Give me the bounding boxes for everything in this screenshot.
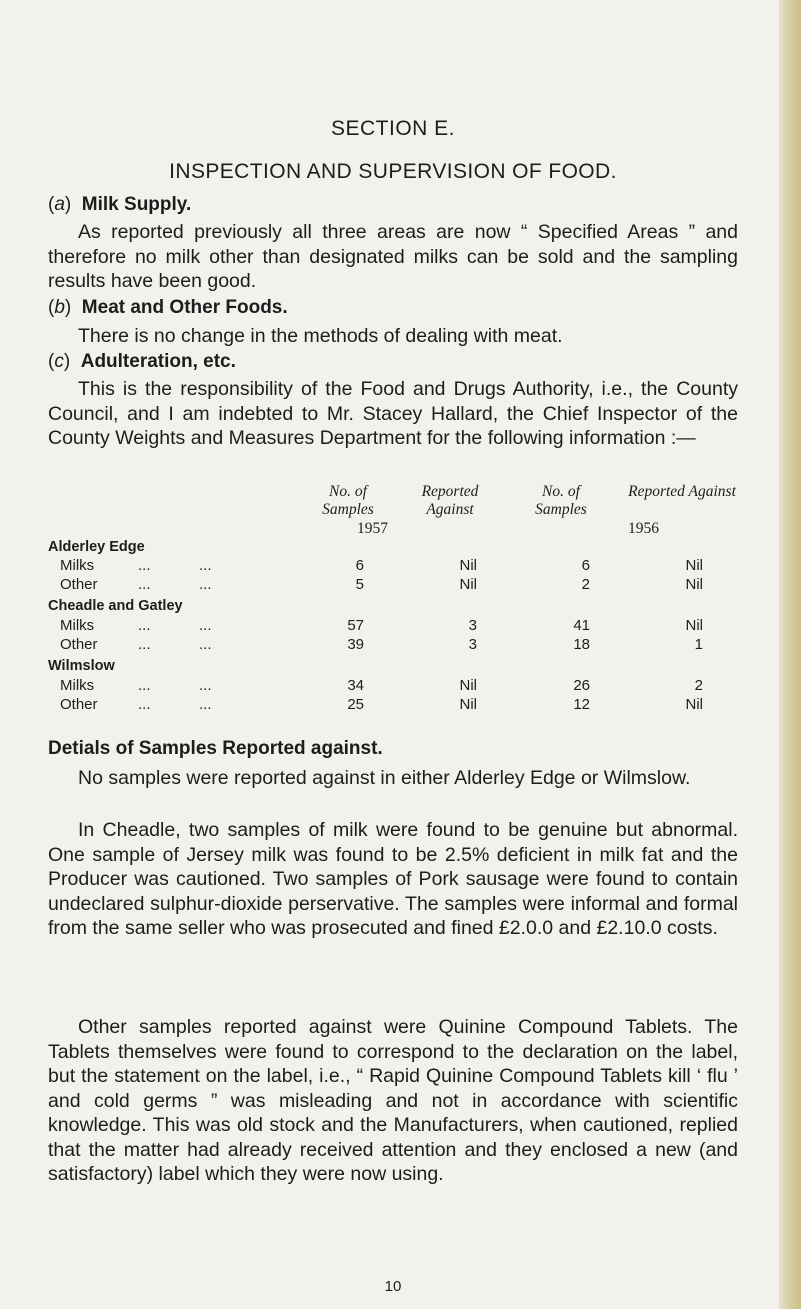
- row-label: Other: [60, 636, 98, 653]
- table-cell: Nil: [685, 617, 703, 634]
- row-leader-dots: ...: [199, 617, 212, 634]
- row-label: Milks: [60, 557, 95, 574]
- row-label: Milks: [60, 677, 95, 694]
- table-cell: 2: [581, 576, 590, 593]
- table-cell: 3: [468, 617, 477, 634]
- year-1956: 1956: [628, 520, 659, 537]
- table-cell: 6: [355, 557, 364, 574]
- subheading-b: (b) Meat and Other Foods.: [48, 297, 288, 318]
- row-leader-dots: ...: [138, 677, 151, 694]
- table-cell: 34: [347, 677, 364, 694]
- table-cell: 18: [573, 636, 590, 653]
- row-leader-dots: ...: [199, 696, 212, 713]
- section-title: SECTION E.: [330, 117, 456, 140]
- row-label: Milks: [60, 617, 95, 634]
- table-cell: 5: [355, 576, 364, 593]
- subheading-a: (a) Milk Supply.: [48, 194, 192, 215]
- table-cell: 26: [573, 677, 590, 694]
- paragraph-details-2: In Cheadle, two samples of milk were found to be genuine but abnormal. One sample of Jersey milk was found to be 2.5% deficient in milk fat and the Producer was cautioned. Two samples of Pork sausage were found to contain undeclared sulphur-dioxide perservative. The samples were informal and formal from the same seller who was prosecuted and fined £2.0.0 and £2.10.0 costs.: [48, 819, 738, 939]
- table-cell: 1: [694, 636, 703, 653]
- table-cell: 57: [347, 617, 364, 634]
- subheading-a-letter: a: [54, 194, 65, 215]
- row-leader-dots: ...: [138, 557, 151, 574]
- subheading-b-letter: b: [54, 297, 65, 318]
- page-edge: [779, 0, 801, 1309]
- header-reported-against-1957: Reported Against: [421, 483, 479, 518]
- subheading-b-text: Meat and Other Foods.: [81, 297, 288, 318]
- paragraph-details-3: Other samples reported against were Quinine Compound Tablets. The Tablets themselves were found to correspond to the declaration on the label, but the statement on the label, i.e., “ Rapid Quinine Compound Tablets kill ‘ flu ’ and cold germs ” was misleading and not in accordance with scientific knowledge. This was old stock and the Manufacturers, when cautioned, replied that the matter had already received attention and they enclosed a new (and satisfactory) label which they were now using.: [48, 1016, 738, 1185]
- table-cell: Nil: [459, 696, 477, 713]
- header-no-of-samples-1956: No. of Samples: [535, 483, 587, 518]
- row-leader-dots: ...: [199, 576, 212, 593]
- area-cheadle-and-gatley: Cheadle and Gatley: [48, 598, 183, 614]
- row-leader-dots: ...: [199, 557, 212, 574]
- page-title: INSPECTION AND SUPERVISION OF FOOD.: [169, 160, 617, 183]
- row-leader-dots: ...: [138, 617, 151, 634]
- row-leader-dots: ...: [199, 677, 212, 694]
- table-cell: 12: [573, 696, 590, 713]
- table-cell: Nil: [459, 557, 477, 574]
- row-leader-dots: ...: [138, 696, 151, 713]
- table-cell: 2: [694, 677, 703, 694]
- table-cell: 41: [573, 617, 590, 634]
- paragraph-milk-supply: As reported previously all three areas are now “ Specified Areas ” and therefore no milk other than designated milks can be sold and the sampling results have been good.: [48, 221, 738, 292]
- area-wilmslow: Wilmslow: [48, 658, 115, 674]
- header-no-of-samples-1957: No. of Samples: [322, 483, 374, 518]
- table-cell: Nil: [459, 677, 477, 694]
- table-cell: Nil: [685, 576, 703, 593]
- details-heading: Detials of Samples Reported against.: [48, 738, 383, 759]
- table-cell: Nil: [459, 576, 477, 593]
- row-leader-dots: ...: [138, 576, 151, 593]
- year-1957: 1957: [357, 520, 388, 537]
- table-cell: Nil: [685, 557, 703, 574]
- subheading-c-text: Adulteration, etc.: [80, 351, 236, 372]
- paragraph-meat: There is no change in the methods of dealing with meat.: [78, 325, 563, 347]
- table-cell: 6: [581, 557, 590, 574]
- row-leader-dots: ...: [199, 636, 212, 653]
- row-leader-dots: ...: [138, 636, 151, 653]
- table-cell: Nil: [685, 696, 703, 713]
- paragraph-details-1: No samples were reported against in either Alderley Edge or Wilmslow.: [78, 767, 691, 789]
- header-reported-against-1956: Reported Against: [628, 483, 736, 500]
- subheading-c: (c) Adulteration, etc.: [48, 351, 236, 372]
- paragraph-adulteration: This is the responsibility of the Food and Drugs Authority, i.e., the County Council, and I am indebted to Mr. Stacey Hallard, the Chief Inspector of the County Weights and Measures Department for the following information :—: [48, 378, 738, 449]
- table-cell: 39: [347, 636, 364, 653]
- table-cell: 3: [468, 636, 477, 653]
- row-label: Other: [60, 576, 98, 593]
- row-label: Other: [60, 696, 98, 713]
- subheading-a-text: Milk Supply.: [81, 194, 192, 215]
- subheading-c-letter: c: [54, 351, 64, 372]
- page-number: 10: [384, 1278, 402, 1295]
- table-cell: 25: [347, 696, 364, 713]
- area-alderley-edge: Alderley Edge: [48, 539, 145, 555]
